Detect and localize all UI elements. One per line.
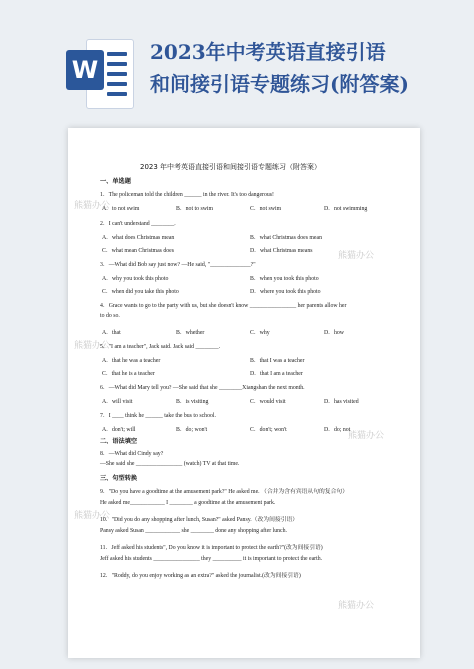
page-title: [150, 36, 470, 100]
option: A．why you took this photo: [102, 276, 169, 282]
question-11: 11．Jeff asked his students", Do you know it is important to protect the earth?"(改为间接引语): [100, 545, 323, 551]
question-4-cont: to do so.: [100, 313, 120, 319]
question-4: 4．Grace wants to go to the party with us, but she doesn't know ________________ her parents allow her: [100, 303, 347, 309]
option: B．what Christmas does mean: [250, 235, 322, 241]
option: D．not swimming: [324, 206, 368, 212]
question-8: 8．—What did Cindy say?: [100, 451, 164, 457]
option: C．would visit: [250, 399, 286, 405]
question-10-cont: Pansy asked Susan ____________ she ________ done any shopping after lunch.: [100, 528, 287, 534]
option: C．when did you take this photo: [102, 289, 179, 295]
option: D．how: [324, 330, 344, 336]
question-7: 7．I ____ think he ______ take the bus to school.: [100, 413, 216, 419]
question-3: 3．—What did Bob say just now? —He said, "______________?": [100, 262, 256, 268]
option: C．that he is a teacher: [102, 371, 155, 377]
option: B．do; won't: [176, 427, 208, 433]
option: C．why: [250, 330, 270, 336]
watermark: 熊猫办公: [74, 201, 111, 211]
question-8-cont: —She said she ________________ (watch) TV at that time.: [100, 461, 240, 467]
option: B．when you took this photo: [250, 276, 319, 282]
option: D．where you took this photo: [250, 289, 321, 295]
option: B．whether: [176, 330, 205, 336]
doc-heading: 2023 年中考英语直接引语和间接引语专题练习（附答案）: [140, 163, 322, 171]
option: A．to not swim: [102, 206, 140, 212]
question-5: 5．"I am a teacher", Jack said. Jack said ________.: [100, 344, 221, 350]
word-document-icon: [62, 36, 136, 110]
question-11-cont: Jeff asked his students ________________ they __________ it is important to protect the earth.: [100, 556, 323, 562]
word-badge: W: [66, 50, 104, 90]
option: A．don't; will: [102, 427, 136, 433]
question-9: 9．"Do you have a goodtime at the amusement park?" He asked me. （合并为含有宾语从句的复合句）: [100, 489, 348, 495]
option: B．is visiting: [176, 399, 209, 405]
option: D．do; not: [324, 427, 351, 433]
option: A．will visit: [102, 399, 133, 405]
watermark: 熊猫办公: [74, 341, 111, 351]
option: D．that I am a teacher: [250, 371, 303, 377]
question-1: 1．The policeman told the children ______ in the river. It's too dangerous!: [100, 192, 274, 198]
option: C．not swim: [250, 206, 282, 212]
section-heading: 一、单选题: [100, 178, 131, 185]
watermark: 熊猫办公: [338, 251, 375, 261]
option: A．that he was a teacher: [102, 358, 161, 364]
watermark: 熊猫办公: [74, 511, 111, 521]
question-9-cont: He asked me____________ I ________ a goodtime at the amusement park.: [100, 500, 276, 506]
option: B．that I was a teacher: [250, 358, 305, 364]
question-2: 2．I can't understand ________.: [100, 221, 176, 227]
watermark: 熊猫办公: [338, 601, 375, 611]
option: D．has visited: [324, 399, 359, 405]
title-line-1: 2023年中考英语直接引语: [150, 40, 386, 64]
option: A．that: [102, 330, 121, 336]
title-line-2: 和间接引语专题练习(附答案): [150, 72, 409, 96]
option: B．not to swim: [176, 206, 214, 212]
section-heading: 二、语法填空: [100, 438, 138, 445]
header-banner: [0, 0, 474, 112]
option: C．don't; won't: [250, 427, 287, 433]
watermark: 熊猫办公: [348, 431, 385, 441]
question-12: 12．"Roddy, do you enjoy working as an extra?" asked the journalist.(改为间接引语): [100, 573, 301, 579]
question-6: 6．—What did Mary tell you? —She said that she ________Xiangshan the next month.: [100, 385, 305, 391]
section-heading: 三、句型转换: [100, 475, 138, 482]
document-preview: [68, 128, 420, 658]
option: C．what mean Christmas does: [102, 248, 174, 254]
option: A．what does Christmas mean: [102, 235, 175, 241]
question-10: 10．"Did you do any shopping after lunch, Susan?" asked Pansy.（改为间接引语）: [100, 517, 299, 523]
option: D．what Christmas means: [250, 248, 313, 254]
